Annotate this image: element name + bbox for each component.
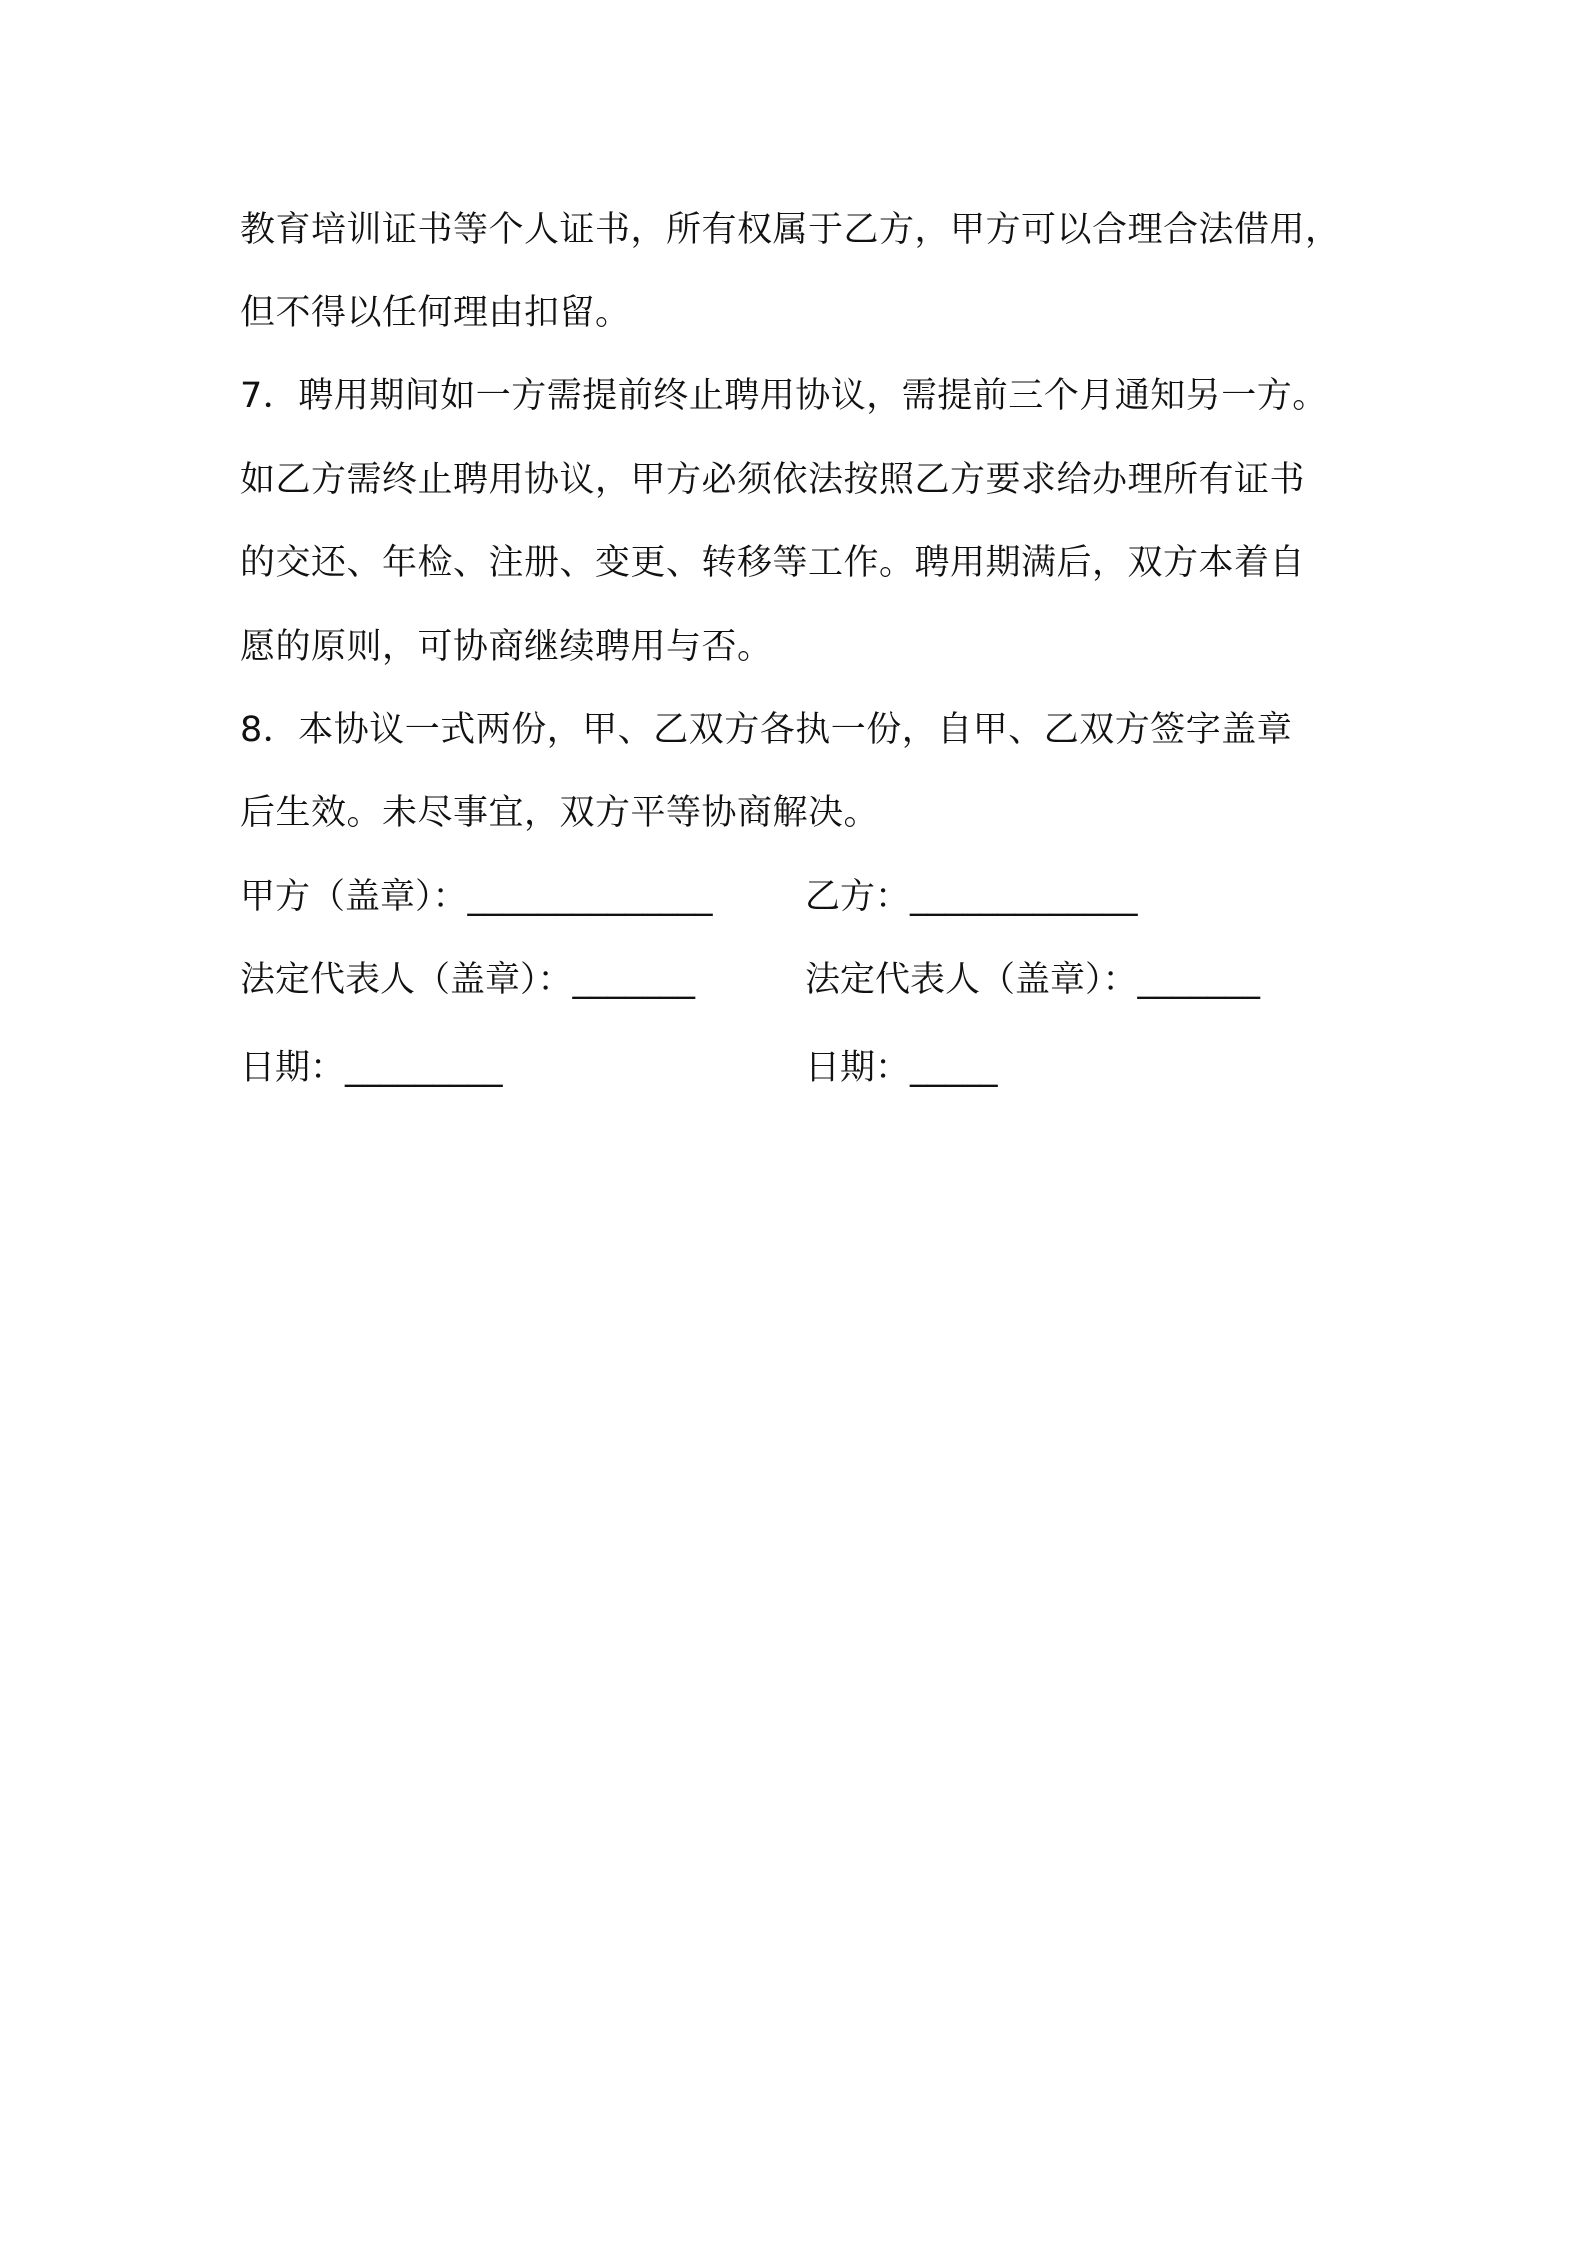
clause-7-line-2: 如乙方需终止聘用协议，甲方必须依法按照乙方要求给办理所有证书 bbox=[240, 460, 1306, 500]
party-b-date: 日期：_____ bbox=[805, 1048, 998, 1088]
clause-8-line-2: 后生效。未尽事宜，双方平等协商解决。 bbox=[240, 793, 880, 833]
body-line-2: 但不得以任何理由扣留。 bbox=[240, 293, 631, 333]
clause-7-line-1: 7．聘用期间如一方需提前终止聘用协议，需提前三个月通知另一方。 bbox=[240, 376, 1328, 416]
clause-7-line-4: 愿的原则，可协商继续聘用与否。 bbox=[240, 627, 773, 667]
party-a-seal: 甲方（盖章）：______________ bbox=[240, 877, 713, 917]
party-b-legal-rep: 法定代表人（盖章）：_______ bbox=[805, 960, 1261, 1000]
party-b-signature: 乙方：_____________ bbox=[805, 877, 1138, 917]
clause-7-line-3: 的交还、年检、注册、变更、转移等工作。聘用期满后，双方本着自 bbox=[240, 543, 1306, 583]
body-line-1: 教育培训证书等个人证书，所有权属于乙方，甲方可以合理合法借用， bbox=[240, 210, 1341, 250]
party-a-legal-rep: 法定代表人（盖章）：_______ bbox=[240, 960, 696, 1000]
party-a-date: 日期：_________ bbox=[240, 1048, 503, 1088]
clause-8-line-1: 8．本协议一式两份，甲、乙双方各执一份，自甲、乙双方签字盖章 bbox=[240, 710, 1293, 750]
